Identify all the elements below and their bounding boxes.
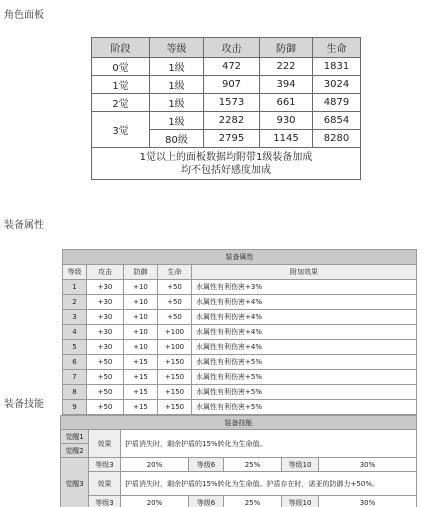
cell-defense: +15	[124, 370, 158, 385]
level-label: 等级3	[89, 496, 121, 507]
skill-effect-text: 护盾消失时，剩余护盾的15%转化为生命值。	[121, 430, 417, 458]
table-row	[92, 94, 361, 112]
table-row	[92, 112, 361, 130]
cell-stage: 2觉	[92, 94, 150, 112]
header-hp: 生命	[313, 38, 361, 58]
cell-defense: +10	[124, 280, 158, 295]
cell-attack: +50	[87, 370, 124, 385]
cell-level: 80级	[150, 130, 204, 148]
effect-label: 效果	[89, 430, 121, 458]
table-row	[61, 458, 417, 472]
cell-attack: 907	[204, 76, 260, 94]
table-caption-row	[63, 250, 417, 265]
cell-hp: +150	[158, 400, 192, 415]
cell-defense: 661	[260, 94, 313, 112]
base-stats-table	[91, 37, 361, 180]
skill-table-caption: 装备技能	[61, 416, 417, 430]
stats-note-line-1: 1觉以上的面板数据均附带1级装备加成	[139, 151, 313, 163]
cell-defense: +15	[124, 355, 158, 370]
level-label: 等级3	[89, 458, 121, 472]
cell-hp: +150	[158, 355, 192, 370]
cell-extra-effect: 水属性有利伤害+5%	[192, 355, 417, 370]
cell-attack: +30	[87, 280, 124, 295]
header-defense: 防御	[124, 265, 158, 280]
cell-attack: +50	[87, 400, 124, 415]
table-row	[61, 496, 417, 507]
cell-level: 1级	[150, 58, 204, 76]
cell-stage: 3觉	[92, 112, 150, 148]
cell-level: 3	[63, 310, 87, 325]
cell-extra-effect: 水属性有利伤害+4%	[192, 310, 417, 325]
table-note-row	[92, 148, 361, 180]
stats-note	[92, 148, 361, 180]
cell-level: 6	[63, 355, 87, 370]
cell-defense: 930	[260, 112, 313, 130]
cell-level: 2	[63, 295, 87, 310]
cell-attack: +30	[87, 295, 124, 310]
table-header-row	[63, 265, 417, 280]
cell-stage: 1觉	[92, 76, 150, 94]
level-label: 等级6	[189, 496, 224, 507]
cell-attack: 2282	[204, 112, 260, 130]
cell-hp: +50	[158, 280, 192, 295]
cell-extra-effect: 水属性有利伤害+4%	[192, 340, 417, 355]
section-title-role-panel: 角色面板	[4, 10, 44, 21]
cell-hp: 4879	[313, 94, 361, 112]
cell-extra-effect: 水属性有利伤害+3%	[192, 280, 417, 295]
skill-effect-text: 护盾消失时，剩余护盾的15%转化为生命值。护盾存在时，诺亚的防御力+50%。	[121, 472, 417, 496]
equip-attributes-table	[62, 249, 417, 415]
cell-extra-effect: 水属性有利伤害+5%	[192, 400, 417, 415]
cell-level: 1级	[150, 94, 204, 112]
cell-attack: +50	[87, 355, 124, 370]
cell-defense: 394	[260, 76, 313, 94]
table-row	[63, 370, 417, 385]
cell-defense: 222	[260, 58, 313, 76]
cell-level: 4	[63, 325, 87, 340]
level-label: 等级6	[189, 458, 224, 472]
level-value: 30%	[319, 496, 417, 507]
cell-defense: +10	[124, 295, 158, 310]
awaken-1-label: 觉醒1	[61, 430, 89, 444]
section-title-equip-skill: 装备技能	[4, 399, 44, 410]
cell-hp: +50	[158, 295, 192, 310]
table-row	[92, 58, 361, 76]
header-level: 等级	[63, 265, 87, 280]
level-value: 25%	[224, 496, 282, 507]
table-row	[63, 325, 417, 340]
cell-attack: 2795	[204, 130, 260, 148]
cell-extra-effect: 水属性有利伤害+4%	[192, 325, 417, 340]
table-row	[61, 472, 417, 496]
table-row	[63, 310, 417, 325]
cell-level: 5	[63, 340, 87, 355]
table-row	[63, 340, 417, 355]
table-row	[63, 295, 417, 310]
cell-defense: +10	[124, 310, 158, 325]
header-attack: 攻击	[87, 265, 124, 280]
table-row	[63, 355, 417, 370]
cell-defense: +10	[124, 340, 158, 355]
header-hp: 生命	[158, 265, 192, 280]
cell-level: 8	[63, 385, 87, 400]
cell-hp: 1831	[313, 58, 361, 76]
table-row	[63, 385, 417, 400]
cell-attack: +30	[87, 340, 124, 355]
cell-level: 1级	[150, 112, 204, 130]
cell-hp: 6854	[313, 112, 361, 130]
cell-attack: +30	[87, 310, 124, 325]
effect-label: 效果	[89, 472, 121, 496]
table-row	[63, 280, 417, 295]
table-header-row	[92, 38, 361, 58]
stats-note-line-2: 均不包括好感度加成	[181, 164, 271, 176]
cell-hp: +50	[158, 310, 192, 325]
cell-level: 9	[63, 400, 87, 415]
header-level: 等级	[150, 38, 204, 58]
level-value: 20%	[121, 496, 189, 507]
cell-hp: +150	[158, 370, 192, 385]
cell-hp: +100	[158, 340, 192, 355]
cell-attack: +50	[87, 385, 124, 400]
cell-attack: 472	[204, 58, 260, 76]
cell-extra-effect: 水属性有利伤害+5%	[192, 385, 417, 400]
cell-hp: 3024	[313, 76, 361, 94]
cell-defense: 1145	[260, 130, 313, 148]
awaken-2-label: 觉醒2	[61, 444, 89, 458]
level-value: 20%	[121, 458, 189, 472]
section-title-equip-attr: 装备属性	[4, 220, 44, 231]
header-attack: 攻击	[204, 38, 260, 58]
cell-attack: 1573	[204, 94, 260, 112]
equip-skill-table	[60, 415, 417, 507]
level-label: 等级10	[282, 458, 319, 472]
table-row	[92, 76, 361, 94]
cell-level: 1级	[150, 76, 204, 94]
table-caption-row	[61, 416, 417, 430]
cell-defense: +15	[124, 400, 158, 415]
cell-hp: +100	[158, 325, 192, 340]
cell-attack: +30	[87, 325, 124, 340]
table-row	[63, 400, 417, 415]
cell-hp: +150	[158, 385, 192, 400]
cell-hp: 8280	[313, 130, 361, 148]
level-label: 等级10	[282, 496, 319, 507]
level-value: 30%	[319, 458, 417, 472]
cell-defense: +15	[124, 385, 158, 400]
cell-level: 1	[63, 280, 87, 295]
cell-stage: 0觉	[92, 58, 150, 76]
cell-extra-effect: 水属性有利伤害+4%	[192, 295, 417, 310]
header-extra-effect: 附加效果	[192, 265, 417, 280]
cell-extra-effect: 水属性有利伤害+5%	[192, 370, 417, 385]
equip-table-caption: 装备属性	[63, 250, 417, 265]
cell-level: 7	[63, 370, 87, 385]
level-value: 25%	[224, 458, 282, 472]
awaken-3-label: 觉醒3	[61, 458, 89, 507]
header-stage: 阶段	[92, 38, 150, 58]
header-defense: 防御	[260, 38, 313, 58]
cell-defense: +10	[124, 325, 158, 340]
table-row	[61, 430, 417, 444]
